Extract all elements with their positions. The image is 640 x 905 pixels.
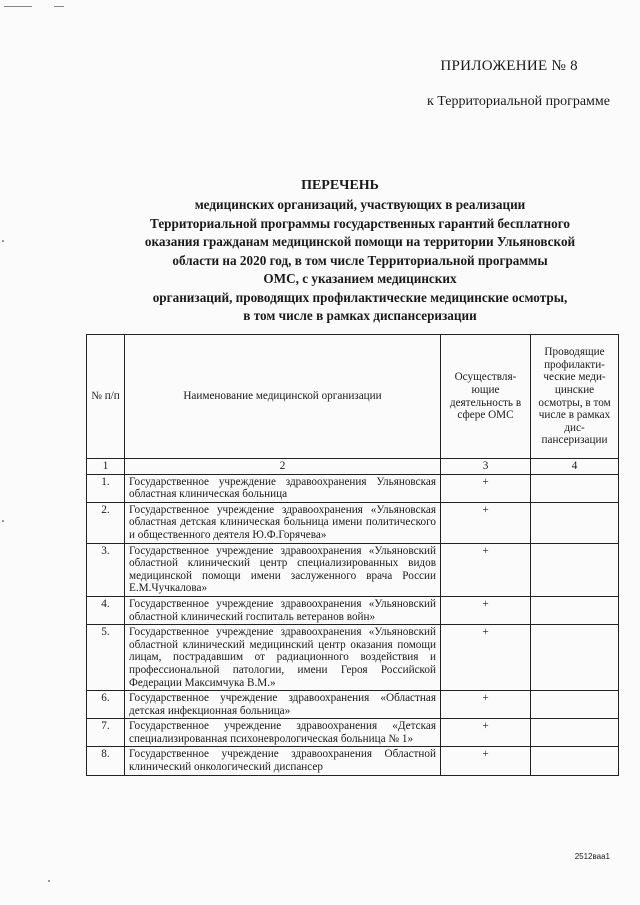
header-organization-name: Наименование медицинской организации: [125, 335, 441, 459]
appendix-title: ПРИЛОЖЕНИЕ № 8: [440, 58, 578, 74]
row-number: 1.: [87, 474, 125, 502]
table-body: [87, 474, 619, 775]
preventive-mark: [531, 625, 619, 691]
organization-name: Государственное учреждение здравоохранения «Детская специализированная психоневрологическая больница № 1»: [125, 719, 441, 747]
column-number: 3: [441, 459, 531, 475]
preventive-mark: [531, 474, 619, 502]
preventive-mark: [531, 719, 619, 747]
header-number: № п/п: [87, 335, 125, 459]
oms-mark: +: [441, 502, 531, 543]
row-number: 4.: [87, 596, 125, 624]
document-heading-body: [80, 196, 640, 326]
oms-mark: +: [441, 543, 531, 596]
column-numbers-row: [87, 459, 619, 475]
header-oms: Осуществля-ющие деятельность в сфере ОМС: [441, 335, 531, 459]
row-number: 3.: [87, 543, 125, 596]
oms-mark: +: [441, 719, 531, 747]
heading-line: в том числе в рамках диспансеризации: [243, 308, 477, 323]
scan-artifact: [48, 880, 50, 882]
table-row: [87, 719, 619, 747]
oms-mark: +: [441, 625, 531, 691]
column-number: 1: [87, 459, 125, 475]
organization-name: Государственное учреждение здравоохранения «Ульяновский областной клинический центр специализированных видов медицинской помощи имени заслуженного врача России Е.М.Чучкалова»: [125, 543, 441, 596]
organization-name: Государственное учреждение здравоохранения «Ульяновский областной клинический госпиталь ветеранов войн»: [125, 596, 441, 624]
row-number: 7.: [87, 719, 125, 747]
table-row: [87, 543, 619, 596]
scan-artifact: [2, 240, 4, 242]
page-code: 2512ваа1: [574, 852, 610, 861]
table-row: [87, 747, 619, 775]
scan-artifact: [2, 520, 4, 522]
organization-name: Государственное учреждение здравоохранения «Областная детская инфекционная больница»: [125, 691, 441, 719]
heading-line: ОМС, с указанием медицинских: [263, 271, 457, 286]
preventive-mark: [531, 596, 619, 624]
heading-line: оказания гражданам медицинской помощи на территории Ульяновской: [144, 234, 576, 249]
oms-mark: +: [441, 691, 531, 719]
column-number: 4: [531, 459, 619, 475]
preventive-mark: [531, 543, 619, 596]
scan-artifact: [4, 6, 32, 7]
table-row: [87, 502, 619, 543]
table-header-row: [87, 335, 619, 459]
organization-name: Государственное учреждение здравоохранения Областной клинический онкологический диспансер: [125, 747, 441, 775]
preventive-mark: [531, 691, 619, 719]
table-row: [87, 596, 619, 624]
document-heading: ПЕРЕЧЕНЬ: [301, 178, 379, 193]
organization-name: Государственное учреждение здравоохранения «Ульяновский областной клинический медицинский центр оказания помощи лицам, пострадавшим от радиационного воздействия и профессиональной патологии, имени Героя Российской Федерации Максимчука В.М.»: [125, 625, 441, 691]
preventive-mark: [531, 747, 619, 775]
organization-name: Государственное учреждение здравоохранения Ульяновская областная клиническая больница: [125, 474, 441, 502]
header-preventive-exams: Проводящие профилакти-ческие меди-цинские осмотры, в том числе в рамках дис-пансеризации: [531, 335, 619, 459]
heading-line: организаций, проводящих профилактические медицинские осмотры,: [152, 289, 568, 305]
heading-line: Территориальной программы государственных гарантий бесплатного: [150, 215, 570, 231]
appendix-subtitle: к Территориальной программе: [426, 94, 610, 109]
scan-artifact: [54, 6, 64, 7]
row-number: 6.: [87, 691, 125, 719]
organizations-table: [86, 334, 619, 776]
oms-mark: +: [441, 474, 531, 502]
heading-line: области на 2020 год, в том числе Территориальной программы: [172, 252, 548, 268]
table-row: [87, 625, 619, 691]
heading-line: медицинских организаций, участвующих в реализации: [194, 197, 526, 212]
row-number: 5.: [87, 625, 125, 691]
preventive-mark: [531, 502, 619, 543]
row-number: 2.: [87, 502, 125, 543]
organization-name: Государственное учреждение здравоохранения «Ульяновская областная детская клиническая больница имени политического и общественного деятеля Ю.Ф.Горячева»: [125, 502, 441, 543]
table-row: [87, 474, 619, 502]
oms-mark: +: [441, 747, 531, 775]
row-number: 8.: [87, 747, 125, 775]
table-row: [87, 691, 619, 719]
oms-mark: +: [441, 596, 531, 624]
column-number: 2: [125, 459, 441, 475]
